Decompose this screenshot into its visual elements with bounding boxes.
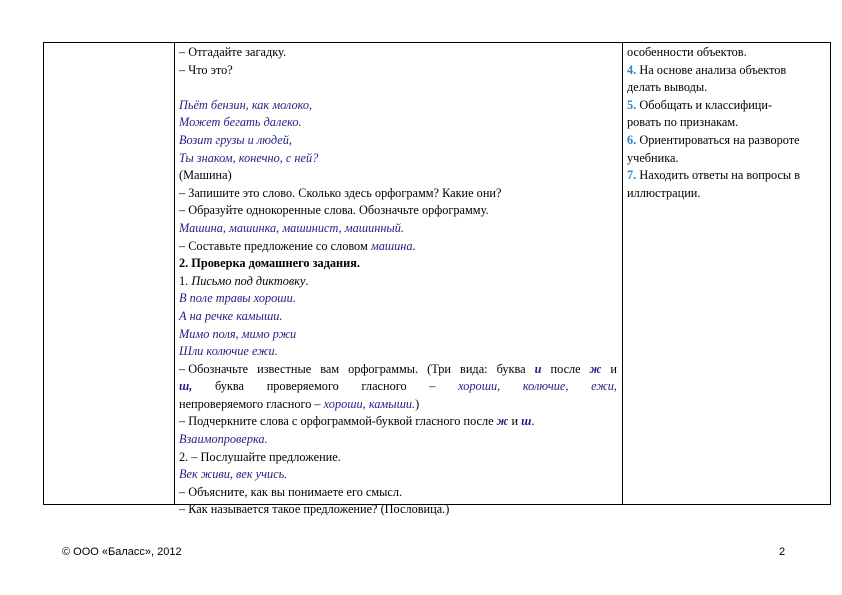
outcome-line: делать выводы. [627,80,708,95]
poem-line: Шли колючие ежи. [179,344,278,359]
poem-line: Мимо поля, мимо ржи [179,326,297,341]
cognate-words: Машина, машинка, машинист, машинный. [179,220,404,235]
justified-line: ш, буква проверяемого гласного – хороши, колючие, ежи, [179,379,617,394]
mutual-check: Взаимопроверка. [179,432,268,447]
lesson-table [43,42,831,517]
outcome-line: учебника. [627,150,679,165]
riddle-line: Пьёт бензин, как молоко, [179,97,313,112]
task-line: – Запишите это слово. Сколько здесь орфограмм? Какие они? [179,185,502,200]
outcome-line: особенности объектов. [627,45,747,59]
outcome-line: иллюстрации. [627,185,701,200]
outcome-item: 5. Обобщать и классифици- [627,97,773,112]
activity-column [174,43,623,517]
riddle-line: Возит грузы и людей, [179,132,292,147]
poem-line: В поле травы хороши. [179,291,296,306]
riddle-line: Может бегать далеко. [179,115,302,130]
task-line: – Объясните, как вы понимаете его смысл. [179,484,403,499]
section-heading: 2. Проверка домашнего задания. [179,256,360,271]
task-line: – Подчеркните слова с орфограммой-буквой гласного после ж и ш. [179,414,535,429]
outcome-item: 6. Ориентироваться на развороте [627,132,800,147]
page-number: 2 [779,546,786,558]
riddle-answer: (Машина) [179,168,232,183]
task-line: – Как называется такое предложение? (Пословица.) [179,502,450,517]
task-line: – Что это? [179,62,233,77]
task-line: – Составьте предложение со словом машина. [179,238,416,253]
dictation-line: 1. Письмо под диктовку. [179,273,309,288]
justified-line: – Обозначьте известные вам орфограммы. (Три вида: буква и после ж и [179,361,617,376]
stage-column [44,43,175,504]
task-line: – Отгадайте загадку. [179,45,287,59]
outcomes-column [623,43,831,504]
task-line: 2. – Послушайте предложение. [179,449,341,464]
outcome-line: ровать по признакам. [627,115,739,130]
riddle-line: Ты знаком, конечно, с ней? [179,150,319,165]
outcome-item: 7. Находить ответы на вопросы в [627,168,801,183]
task-line: – Образуйте однокоренные слова. Обозначьте орфограмму. [179,203,489,218]
proverb: Век живи, век учись. [179,467,288,482]
copyright: © ООО «Баласс», 2012 [62,546,182,558]
poem-line: А на речке камыши. [179,308,283,323]
outcome-item: 4. На основе анализа объектов [627,62,787,77]
task-line: непроверяемого гласного – хороши, камыши.) [179,396,420,411]
